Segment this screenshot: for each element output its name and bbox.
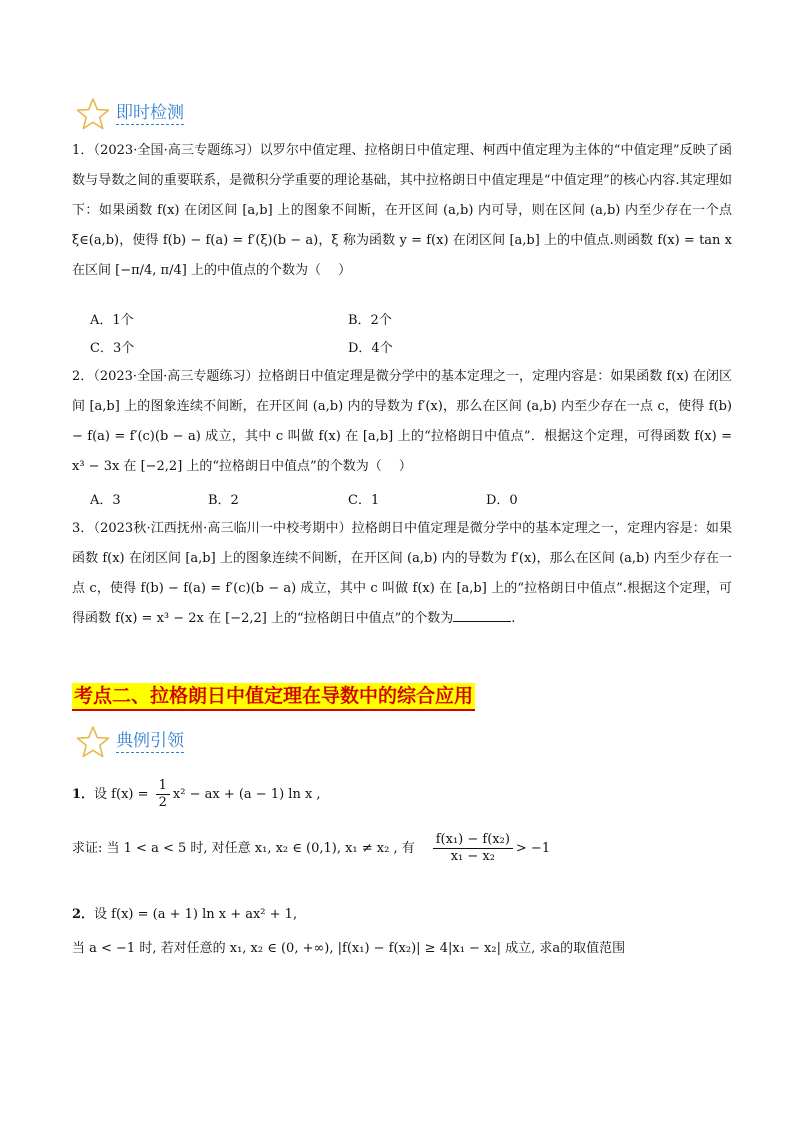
- example-2-line-1: [72, 904, 297, 926]
- example-2-number: 2．: [72, 907, 95, 922]
- example-1-line-2: [72, 832, 550, 865]
- section-title: 即时检测: [116, 103, 184, 123]
- answer-blank: [453, 607, 511, 622]
- star-outline-icon: [76, 97, 110, 131]
- topic-heading: 考点二、拉格朗日中值定理在导数中的综合应用: [72, 683, 475, 711]
- fraction-one-half: [156, 778, 170, 811]
- example-1-number: 1．: [72, 787, 95, 802]
- problem-2-option-b: B．2: [208, 493, 239, 508]
- example-1-formula-start: 设 f(x) =: [94, 787, 153, 802]
- problem-2-option-d: D．0: [486, 493, 518, 508]
- section-title: 典例引领: [116, 731, 184, 751]
- problem-3-text: [72, 514, 732, 634]
- problem-1-option-c: C．3个: [90, 341, 135, 356]
- star-outline-icon: [76, 725, 110, 759]
- example-2-line-2: 当 a < −1 时, 若对任意的 x₁, x₂ ∈ (0, +∞), |f(x₁) − f(x₂)| ≥ 4|x₁ − x₂| 成立, 求a的取值范围: [72, 941, 626, 956]
- problem-1-text: 1．（2023·全国·高三专题练习）以罗尔中值定理、拉格朗日中值定理、柯西中值定理为主体的“中值定理”反映了函数与导数之间的重要联系，是微积分学重要的理论基础，其中拉格朗日中值定理是“中值定理”的核心内容.其定理如下：如果函数 f(x) 在闭区间 [a,b] 上的图象不间断，在开区间 (a,b) 内可导，则在区间 (a,b) 内至少存在一个点 ξ∈(a,b)，使得 f(b) − f(a) = f′(ξ)(b − a)，ξ 称为函数 y = f(x) 在闭区间 [a,b] 上的中值点.则函数 f(x) = tan x 在区间 [−π/4, π/4] 上的中值点的个数为（ ）: [72, 143, 732, 278]
- problem-3-body: 3．（2023秋·江西抚州·高三临川一中校考期中）拉格朗日中值定理是微分学中的基本定理之一，定理内容是：如果函数 f(x) 在闭区间 [a,b] 上的图象连续不间断，在开区间 (a,b) 内的导数为 f′(x)，那么在区间 (a,b) 内至少存在一点 c，使得 f(b) − f(a) = f′(c)(b − a) 成立，其中 c 叫做 f(x) 在 [a,b] 上的“拉格朗日中值点”.根据这个定理，可得函数 f(x) = x³ − 2x 在 [−2,2] 上的“拉格朗日中值点”的个数为: [72, 521, 732, 626]
- fraction-numerator: 1: [156, 778, 170, 795]
- fraction-denominator: x₁ − x₂: [450, 849, 495, 864]
- problem-2-text: 2．（2023·全国·高三专题练习）拉格朗日中值定理是微分学中的基本定理之一，定理内容是：如果函数 f(x) 在闭区间 [a,b] 上的图象连续不间断，在开区间 (a,b) 内的导数为 f′(x)，那么在区间 (a,b) 内至少存在一点 c，使得 f(b) − f(a) = f′(c)(b − a) 成立，其中 c 叫做 f(x) 在 [a,b] 上的“拉格朗日中值点”．根据这个定理，可得函数 f(x) = x³ − 3x 在 [−2,2] 上的“拉格朗日中值点”的个数为（ ）: [72, 369, 732, 474]
- example-1-inequality-end: > −1: [515, 841, 551, 856]
- example-2-formula: 设 f(x) = (a + 1) ln x + ax² + 1,: [94, 907, 298, 922]
- difference-quotient-fraction: [433, 832, 513, 865]
- section-header-examples: [76, 724, 184, 760]
- fraction-numerator: f(x₁) − f(x₂): [433, 832, 513, 849]
- problem-3-tail: .: [511, 611, 516, 626]
- section-header-quick-check: [76, 96, 184, 132]
- problem-1-option-b: B．2个: [348, 313, 392, 328]
- problem-2-option-c: C．1: [348, 493, 380, 508]
- fraction-denominator: 2: [158, 795, 167, 810]
- example-1-condition: 求证: 当 1 < a < 5 时, 对任意 x₁, x₂ ∈ (0,1), x₁ ≠ x₂ , 有: [72, 841, 415, 856]
- problem-1-option-d: D．4个: [348, 341, 393, 356]
- example-1-formula-end: x² − ax + (a − 1) ln x ,: [172, 787, 321, 802]
- problem-2-option-a: A．3: [90, 493, 121, 508]
- problem-1-option-a: A．1个: [90, 313, 134, 328]
- example-1-line-1: [72, 778, 321, 811]
